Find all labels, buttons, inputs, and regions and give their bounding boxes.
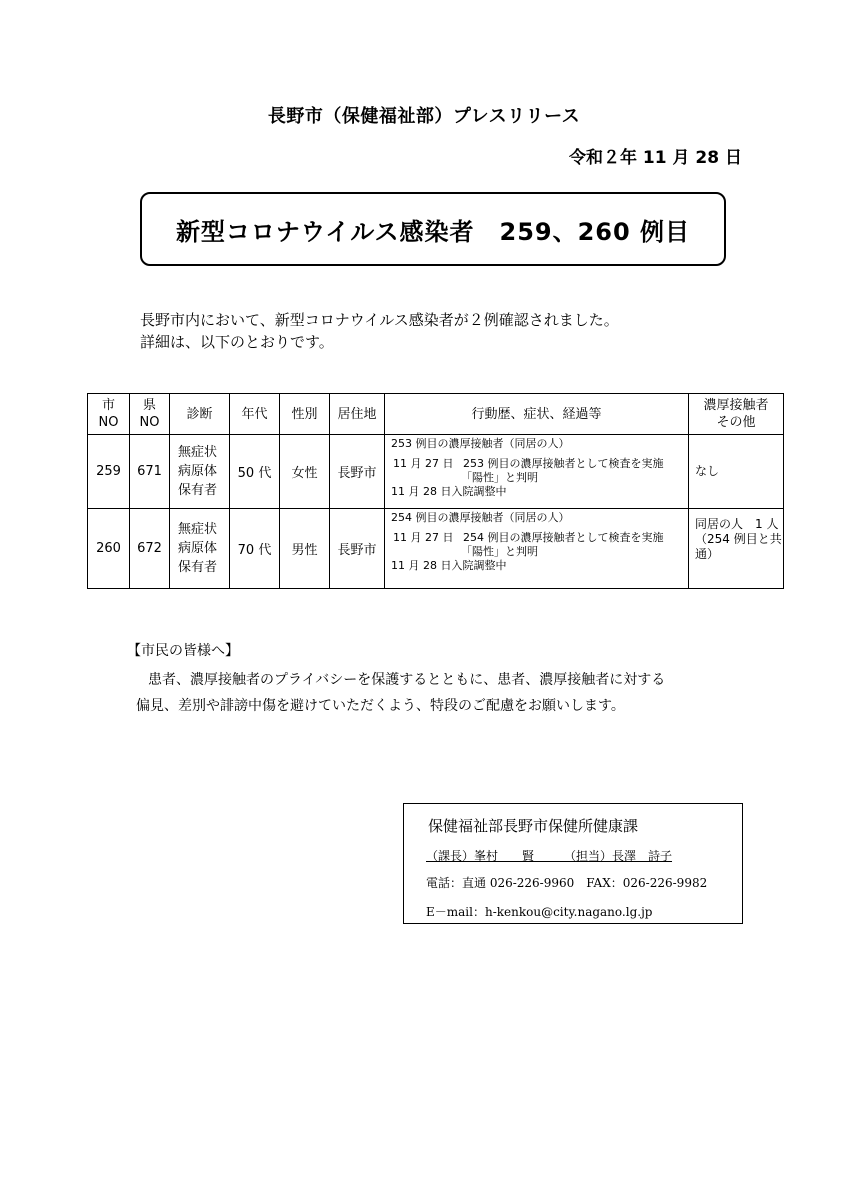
residence: 長野市 [330, 435, 385, 509]
contact-names: （課長）峯村 賢 （担当）長澤 詩子 [426, 849, 673, 863]
contacts: なし [689, 435, 784, 509]
header-diagnosis: 診断 [170, 394, 230, 435]
city-no: 259 [88, 435, 130, 509]
history [385, 509, 689, 589]
header-age: 年代 [230, 394, 280, 435]
age: 50 代 [230, 435, 280, 509]
notice-heading: 【市民の皆様へ】 [127, 643, 239, 659]
header-sex: 性別 [280, 394, 330, 435]
diagnosis: 無症状 病原体 保有者 [170, 435, 230, 509]
contact-department: 保健福祉部長野市保健所健康課 [428, 817, 639, 835]
history-event: 11 月 28 日入院調整中 [391, 559, 507, 572]
intro-line-1: 長野市内において、新型コロナウイルス感染者が２例確認されました。 [140, 311, 619, 329]
notice-line-1: 患者、濃厚接触者のプライバシーを保護するとともに、患者、濃厚接触者に対する [148, 672, 666, 688]
history [385, 435, 689, 509]
history-event-cont: 「陽性」と判明 [461, 545, 538, 558]
contact-box [403, 803, 743, 924]
header-history: 行動歴、症状、経過等 [385, 394, 689, 435]
diagnosis: 無症状 病原体 保有者 [170, 509, 230, 589]
header-contacts: 濃厚接触者 その他 [689, 394, 784, 435]
contacts: 同居の人 1 人（254 例目と共通） [689, 509, 784, 589]
history-title: 254 例目の濃厚接触者（同居の人） [391, 511, 570, 524]
pref-no: 671 [130, 435, 170, 509]
intro-line-2: 詳細は、以下のとおりです。 [140, 333, 334, 351]
sex: 男性 [280, 509, 330, 589]
history-event: 11 月 27 日 254 例目の濃厚接触者として検査を実施 [393, 531, 664, 544]
header-pref-no: 県 NO [130, 394, 170, 435]
header-city-no: 市 NO [88, 394, 130, 435]
table-row [88, 509, 784, 589]
history-event: 11 月 28 日入院調整中 [391, 485, 507, 498]
contact-email: E－mail：h-kenkou@city.nagano.lg.jp [426, 905, 653, 919]
history-event-cont: 「陽性」と判明 [461, 471, 538, 484]
press-release-title: 長野市（保健福祉部）プレスリリース [267, 106, 581, 127]
history-title: 253 例目の濃厚接触者（同居の人） [391, 437, 570, 450]
case-table [87, 393, 784, 589]
pref-no: 672 [130, 509, 170, 589]
table-row [88, 435, 784, 509]
notice-line-2: 偏見、差別や誹謗中傷を避けていただくよう、特段のご配慮をお願いします。 [136, 698, 625, 714]
residence: 長野市 [330, 509, 385, 589]
sex: 女性 [280, 435, 330, 509]
headline-box [140, 192, 726, 266]
age: 70 代 [230, 509, 280, 589]
city-no: 260 [88, 509, 130, 589]
contact-phone: 電話：直通 026-226-9960 FAX：026-226-9982 [426, 876, 708, 890]
table-header-row [88, 394, 784, 435]
history-event: 11 月 27 日 253 例目の濃厚接触者として検査を実施 [393, 457, 664, 470]
release-date: 令和２年 11 月 28 日 [569, 148, 742, 168]
header-residence: 居住地 [330, 394, 385, 435]
headline: 新型コロナウイルス感染者 259、260 例目 [175, 217, 691, 246]
